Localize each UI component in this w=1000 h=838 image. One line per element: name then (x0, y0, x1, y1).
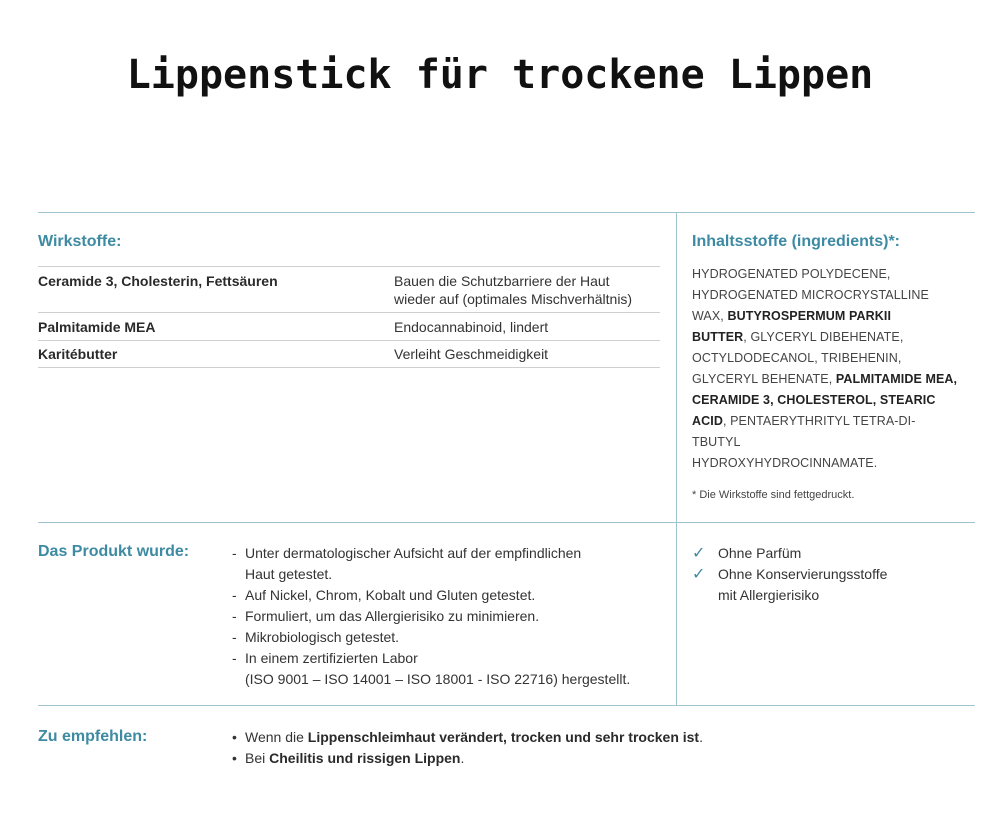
check-icon: ✓ (692, 545, 706, 562)
ingredient-text: OCTYLDODECANOL, TRIBEHENIN, (692, 351, 902, 365)
empfehlen-heading: Zu empfehlen: (38, 728, 148, 745)
list-item: • Bei Cheilitis und rissigen Lippen. (232, 750, 465, 766)
empfehlen-list (232, 727, 703, 769)
list-item: • Wenn die Lippenschleimhaut verändert, trocken und sehr trocken ist. (232, 729, 703, 745)
table-rule (38, 312, 660, 313)
list-item: - Mikrobiologisch getestet. (232, 629, 400, 645)
ingredient-text: , PENTAERYTHRITYL TETRA-DI-TBUTYL (692, 414, 916, 449)
table-rule (38, 367, 660, 368)
wirkstoff-name: Karitébutter (38, 346, 118, 362)
list-item: - Formuliert, um das Allergierisiko zu minimieren. (232, 608, 540, 624)
wirkstoff-desc: Verleiht Geschmeidigkeit (394, 346, 549, 362)
ingredient-text: GLYCERYL BEHENATE, (692, 372, 836, 386)
ingredient-text: , GLYCERYL DIBEHENATE, (743, 330, 904, 344)
ingredient-active: BUTTER (692, 330, 744, 344)
list-item: - Unter dermatologischer Aufsicht auf der empfindlichen Haut getestet. (232, 545, 582, 582)
ingredients-heading: Inhaltsstoffe (ingredients)*: (692, 233, 901, 250)
divider (38, 212, 975, 213)
check-item: ✓ Ohne Parfüm (692, 545, 802, 562)
ingredient-active: BUTYROSPERMUM PARKII (727, 309, 892, 323)
wirkstoff-name: Palmitamide MEA (38, 319, 156, 335)
wirkstoffe-heading: Wirkstoffe: (38, 233, 122, 250)
ingredients-note: * Die Wirkstoffe sind fettgedruckt. (692, 489, 855, 501)
produkt-list (232, 543, 630, 690)
wirkstoff-name: Ceramide 3, Cholesterin, Fettsäuren (38, 273, 278, 289)
produkt-heading: Das Produkt wurde: (38, 543, 190, 560)
ingredient-text: HYDROGENATED POLYDECENE, (692, 267, 891, 281)
page-title: Lippenstick für trockene Lippen (126, 52, 874, 98)
ingredient-text: HYDROGENATED MICROCRYSTALLINE (692, 288, 929, 302)
ingredient-text: WAX, (692, 309, 728, 323)
check-item: ✓ Ohne Konservierungsstoffe mit Allergierisiko (692, 566, 888, 603)
ingredient-active: CERAMIDE 3, CHOLESTEROL, STEARIC (692, 393, 936, 407)
ingredient-text: HYDROXYHYDROCINNAMATE. (692, 456, 878, 470)
list-item: - Auf Nickel, Chrom, Kobalt und Gluten getestet. (232, 587, 536, 603)
divider (38, 522, 975, 523)
divider (38, 705, 975, 706)
list-item: - In einem zertifizierten Labor (ISO 9001 – ISO 14001 – ISO 18001 - ISO 22716) hergestellt. (232, 650, 631, 687)
ingredients-list (692, 264, 964, 474)
table-rule (38, 266, 660, 267)
column-divider (676, 212, 677, 705)
ingredient-active: ACID (692, 414, 723, 428)
wirkstoff-desc: wieder auf (optimales Mischverhältnis) (394, 291, 633, 307)
table-rule (38, 340, 660, 341)
wirkstoff-desc: Endocannabinoid, lindert (394, 319, 549, 335)
wirkstoff-desc: Bauen die Schutzbarriere der Haut (394, 273, 610, 289)
ingredient-active: PALMITAMIDE MEA, (835, 372, 958, 386)
check-icon: ✓ (692, 566, 706, 583)
